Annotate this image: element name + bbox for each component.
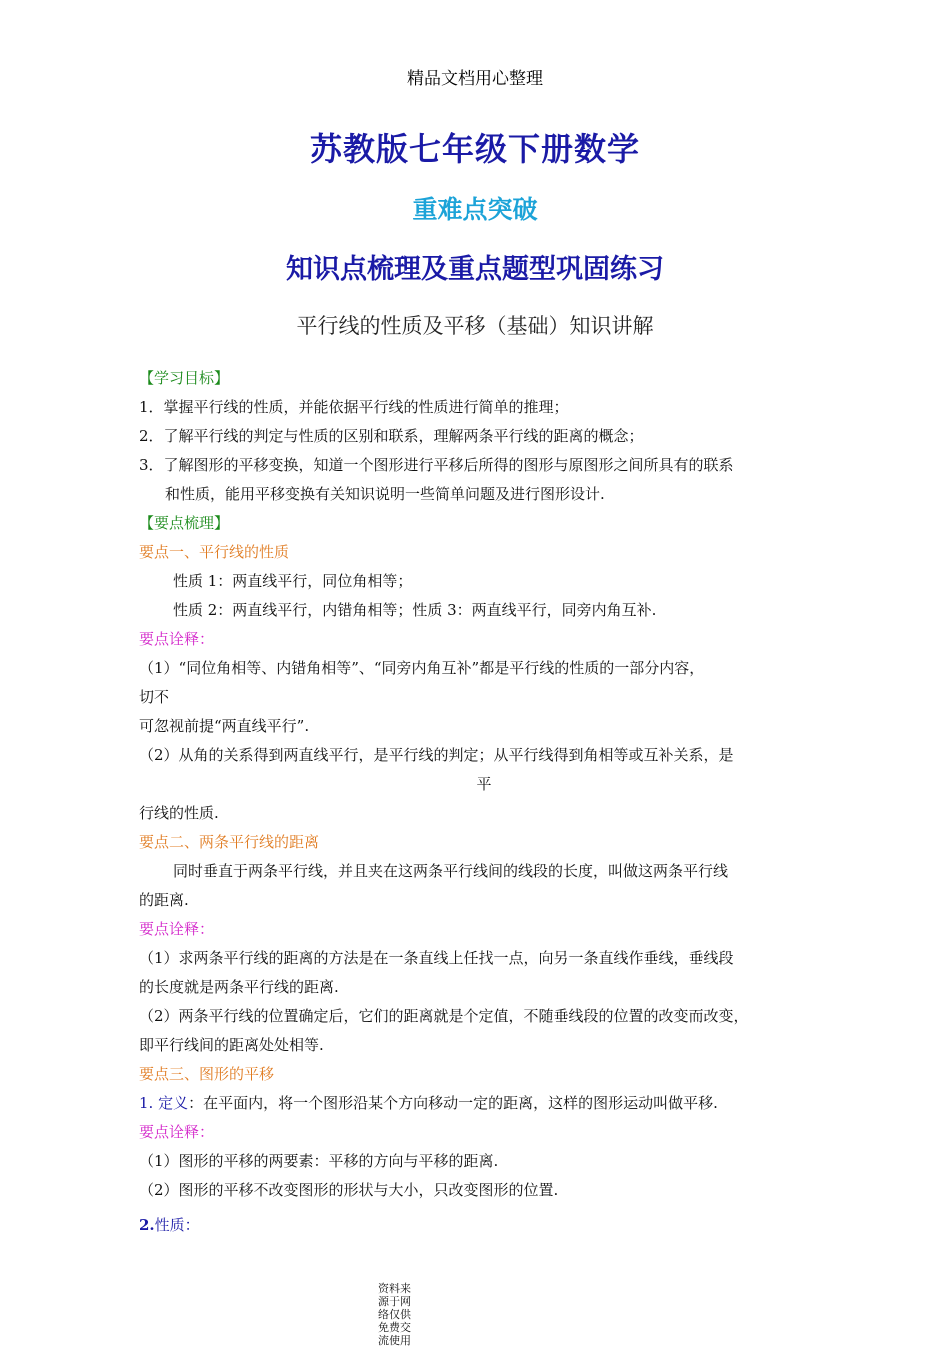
definition-text: ：在平面内，将一个图形沿某个方向移动一定的距离，这样的图形运动叫做平移.: [188, 1094, 718, 1112]
section-points-heading: 【要点梳理】: [139, 514, 230, 532]
section-goals-heading: 【学习目标】: [139, 369, 230, 387]
sub-title: 重难点突破: [412, 195, 538, 224]
goal-item: 3．了解图形的平移变换，知道一个图形进行平移后所得的图形与原图形之间所具有的联系: [139, 456, 734, 474]
third-title: 知识点梳理及重点题型巩固练习: [286, 254, 664, 285]
property-line: 性质 2：两直线平行，内错角相等；性质 3：两直线平行，同旁内角互补.: [173, 601, 657, 619]
note-line: 平: [476, 775, 492, 793]
topic-title: 平行线的性质及平移（基础）知识讲解: [296, 314, 654, 338]
note-line: 可忽视前提“两直线平行”.: [139, 717, 310, 735]
goal-item: 1．掌握平行线的性质，并能依据平行线的性质进行简单的推理；: [139, 398, 569, 416]
point-heading: 要点二、两条平行线的距离: [139, 833, 320, 851]
main-title: 苏教版七年级下册数学: [309, 130, 640, 168]
note-label: 要点诠释：: [139, 630, 215, 648]
note-line: （1）“同位角相等、内错角相等”、“同旁内角互补”都是平行线的性质的一部分内容，: [139, 659, 705, 677]
footer-line: 络仅供: [378, 1308, 411, 1321]
note-line: （2）从角的关系得到两直线平行，是平行线的判定；从平行线得到角相等或互补关系，是: [139, 746, 734, 764]
goal-item: 2．了解平行线的判定与性质的区别和联系，理解两条平行线的距离的概念；: [139, 427, 644, 445]
note-line: （2）图形的平移不改变图形的形状与大小，只改变图形的位置.: [139, 1181, 559, 1199]
note-line: （1）图形的平移的两要素：平移的方向与平移的距离.: [139, 1152, 499, 1170]
property-heading: [139, 1211, 829, 1240]
footer-line: 免费交: [378, 1321, 411, 1334]
note-label: 要点诠释：: [139, 920, 215, 938]
page-header: 精品文档用心整理: [407, 69, 543, 89]
note-line: 即平行线间的距离处处相等.: [139, 1036, 324, 1054]
definition-line: 同时垂直于两条平行线，并且夹在这两条平行线间的线段的长度，叫做这两条平行线: [173, 862, 729, 880]
point-heading: 要点三、图形的平移: [139, 1065, 275, 1083]
point-heading: 要点一、平行线的性质: [139, 543, 290, 561]
note-line: 行线的性质.: [139, 804, 219, 822]
footer-note: [378, 1282, 420, 1347]
footer-line: 源于网: [378, 1295, 411, 1308]
definition-line: 的距离.: [139, 891, 189, 909]
note-line: （1）求两条平行线的距离的方法是在一条直线上任找一点，向另一条直线作垂线，垂线段: [139, 949, 734, 967]
note-line: 切不: [139, 688, 170, 706]
document-body: [139, 364, 829, 1240]
footer-line: 资料来: [378, 1282, 411, 1295]
definition-line: [139, 1089, 829, 1118]
note-label: 要点诠释：: [139, 1123, 215, 1141]
goal-item-continued: 和性质，能用平移变换有关知识说明一些简单问题及进行图形设计.: [165, 485, 605, 503]
note-line: （2）两条平行线的位置确定后，它们的距离就是个定值，不随垂线段的位置的改变而改变，: [139, 1007, 749, 1025]
property-line: 性质 1：两直线平行，同位角相等；: [173, 572, 413, 590]
footer-line: 流使用: [378, 1334, 411, 1347]
property-label-text: 性质：: [154, 1216, 200, 1234]
property-label-number: 2.: [139, 1216, 155, 1234]
note-line: 的长度就是两条平行线的距离.: [139, 978, 339, 996]
definition-label: 1. 定义: [139, 1094, 189, 1112]
